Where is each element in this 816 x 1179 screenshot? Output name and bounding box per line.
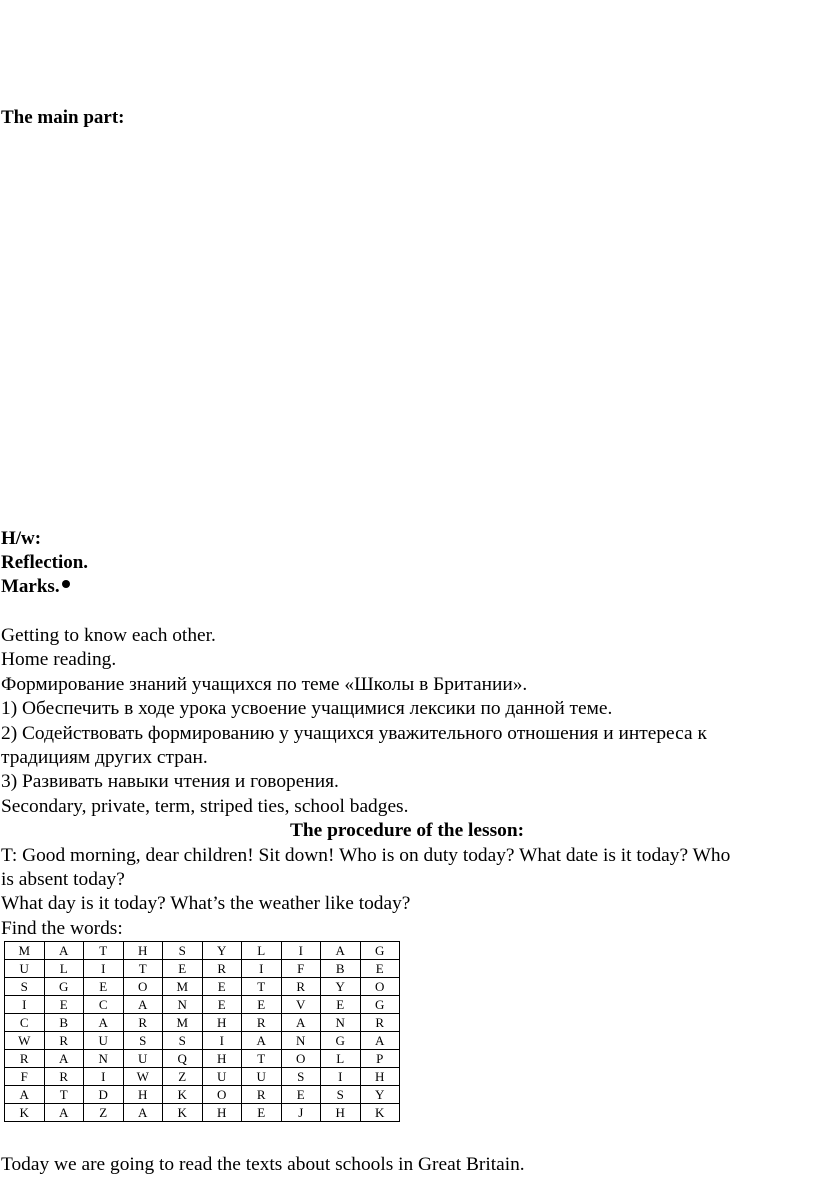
dialogue-line: Find the words: [1,917,123,939]
grid-cell: A [5,1086,45,1104]
grid-cell: G [360,942,400,960]
grid-cell: E [281,1086,321,1104]
grid-row [5,1032,400,1050]
grid-cell: O [202,1086,242,1104]
grid-cell: V [281,996,321,1014]
grid-cell: R [44,1032,84,1050]
procedure-heading: The procedure of the lesson: [289,820,525,842]
grid-cell: H [202,1050,242,1068]
grid-cell: I [84,960,124,978]
grid-cell: U [242,1068,282,1086]
grid-cell: I [84,1068,124,1086]
grid-cell: H [360,1068,400,1086]
grid-cell: R [5,1050,45,1068]
grid-cell: L [321,1050,361,1068]
grid-cell: S [163,1032,203,1050]
grid-cell: M [5,942,45,960]
grid-cell: G [44,978,84,996]
grid-cell: A [123,1104,163,1122]
grid-cell: A [84,1014,124,1032]
grid-cell: K [163,1104,203,1122]
lesson-text [1,624,813,941]
grid-cell: K [360,1104,400,1122]
grid-cell: F [5,1068,45,1086]
grid-cell: E [84,978,124,996]
grid-cell: C [84,996,124,1014]
grid-cell: Z [84,1104,124,1122]
dialogue-line: is absent today? [1,869,125,891]
grid-cell: T [44,1086,84,1104]
grid-cell: N [84,1050,124,1068]
grid-cell: R [281,978,321,996]
grid-cell: I [242,960,282,978]
grid-cell: T [123,960,163,978]
grid-cell: O [360,978,400,996]
grid-cell: T [242,1050,282,1068]
text-line: Secondary, private, term, striped ties, school badges. [1,795,409,817]
grid-cell: C [5,1014,45,1032]
grid-cell: H [321,1104,361,1122]
grid-cell: K [5,1104,45,1122]
grid-cell: E [202,978,242,996]
grid-cell: B [321,960,361,978]
grid-cell: E [321,996,361,1014]
grid-cell: B [44,1014,84,1032]
homework-heading: H/w: [1,528,42,549]
grid-cell: A [44,1104,84,1122]
closing-text: Today we are going to read the texts about schools in Great Britain. [1,1154,525,1175]
text-line: 3) Развивать навыки чтения и говорения. [1,771,339,793]
grid-cell: R [202,960,242,978]
grid-cell: M [163,1014,203,1032]
grid-cell: R [242,1014,282,1032]
dialogue-line: T: Good morning, dear children! Sit down! Who is on duty today? What date is it today? Who [1,844,731,866]
grid-row [5,996,400,1014]
grid-row [5,1104,400,1122]
grid-cell: S [163,942,203,960]
grid-cell: T [84,942,124,960]
marks-label: Marks. [1,576,60,597]
grid-cell: S [5,978,45,996]
grid-row [5,978,400,996]
grid-cell: E [360,960,400,978]
grid-cell: R [242,1086,282,1104]
dialogue-line: What day is it today? What’s the weather like today? [1,893,411,915]
grid-cell: W [5,1032,45,1050]
text-line: 1) Обеспечить в ходе урока усвоение учащимися лексики по данной теме. [1,698,613,720]
grid-row [5,1014,400,1032]
grid-cell: F [281,960,321,978]
grid-cell: J [281,1104,321,1122]
grid-cell: E [44,996,84,1014]
grid-cell: U [123,1050,163,1068]
grid-cell: H [123,942,163,960]
grid-cell: I [5,996,45,1014]
grid-cell: R [360,1014,400,1032]
reflection-heading: Reflection. [1,552,89,573]
grid-row [5,1086,400,1104]
grid-cell: U [202,1068,242,1086]
grid-cell: A [123,996,163,1014]
grid-cell: S [123,1032,163,1050]
grid-cell: R [123,1014,163,1032]
text-line: Формирование знаний учащихся по теме «Школы в Британии». [1,673,528,695]
grid-cell: O [281,1050,321,1068]
bullet-icon [62,580,70,588]
grid-cell: M [163,978,203,996]
grid-cell: U [84,1032,124,1050]
main-part-heading: The main part: [1,107,125,128]
text-line: традициям других стран. [1,747,208,769]
grid-cell: L [44,960,84,978]
marks-heading [1,575,70,599]
grid-cell: Z [163,1068,203,1086]
grid-cell: A [242,1032,282,1050]
grid-cell: O [123,978,163,996]
grid-cell: U [5,960,45,978]
grid-cell: W [123,1068,163,1086]
grid-cell: D [84,1086,124,1104]
grid-cell: P [360,1050,400,1068]
word-search-grid [4,941,400,1122]
text-line: Home reading. [1,649,117,671]
grid-cell: G [360,996,400,1014]
grid-cell: Y [202,942,242,960]
grid-cell: H [202,1104,242,1122]
grid-cell: H [123,1086,163,1104]
grid-cell: Y [321,978,361,996]
grid-cell: K [163,1086,203,1104]
grid-cell: A [281,1014,321,1032]
grid-cell: I [281,942,321,960]
grid-cell: S [281,1068,321,1086]
grid-cell: A [44,1050,84,1068]
grid-cell: E [163,960,203,978]
grid-cell: G [321,1032,361,1050]
grid-row [5,960,400,978]
text-line: 2) Содействовать формированию у учащихся уважительного отношения и интереса к [1,722,707,744]
grid-cell: I [202,1032,242,1050]
grid-cell: T [242,978,282,996]
grid-cell: I [321,1068,361,1086]
grid-cell: A [44,942,84,960]
grid-row [5,1050,400,1068]
grid-cell: R [44,1068,84,1086]
text-line: Getting to know each other. [1,625,216,646]
grid-cell: N [281,1032,321,1050]
grid-cell: Y [360,1086,400,1104]
grid-cell: E [242,1104,282,1122]
grid-cell: A [360,1032,400,1050]
grid-cell: Q [163,1050,203,1068]
grid-cell: A [321,942,361,960]
grid-row [5,1068,400,1086]
grid-row [5,942,400,960]
grid-cell: L [242,942,282,960]
grid-cell: E [242,996,282,1014]
grid-cell: E [202,996,242,1014]
grid-cell: N [163,996,203,1014]
grid-cell: H [202,1014,242,1032]
grid-cell: S [321,1086,361,1104]
grid-cell: N [321,1014,361,1032]
